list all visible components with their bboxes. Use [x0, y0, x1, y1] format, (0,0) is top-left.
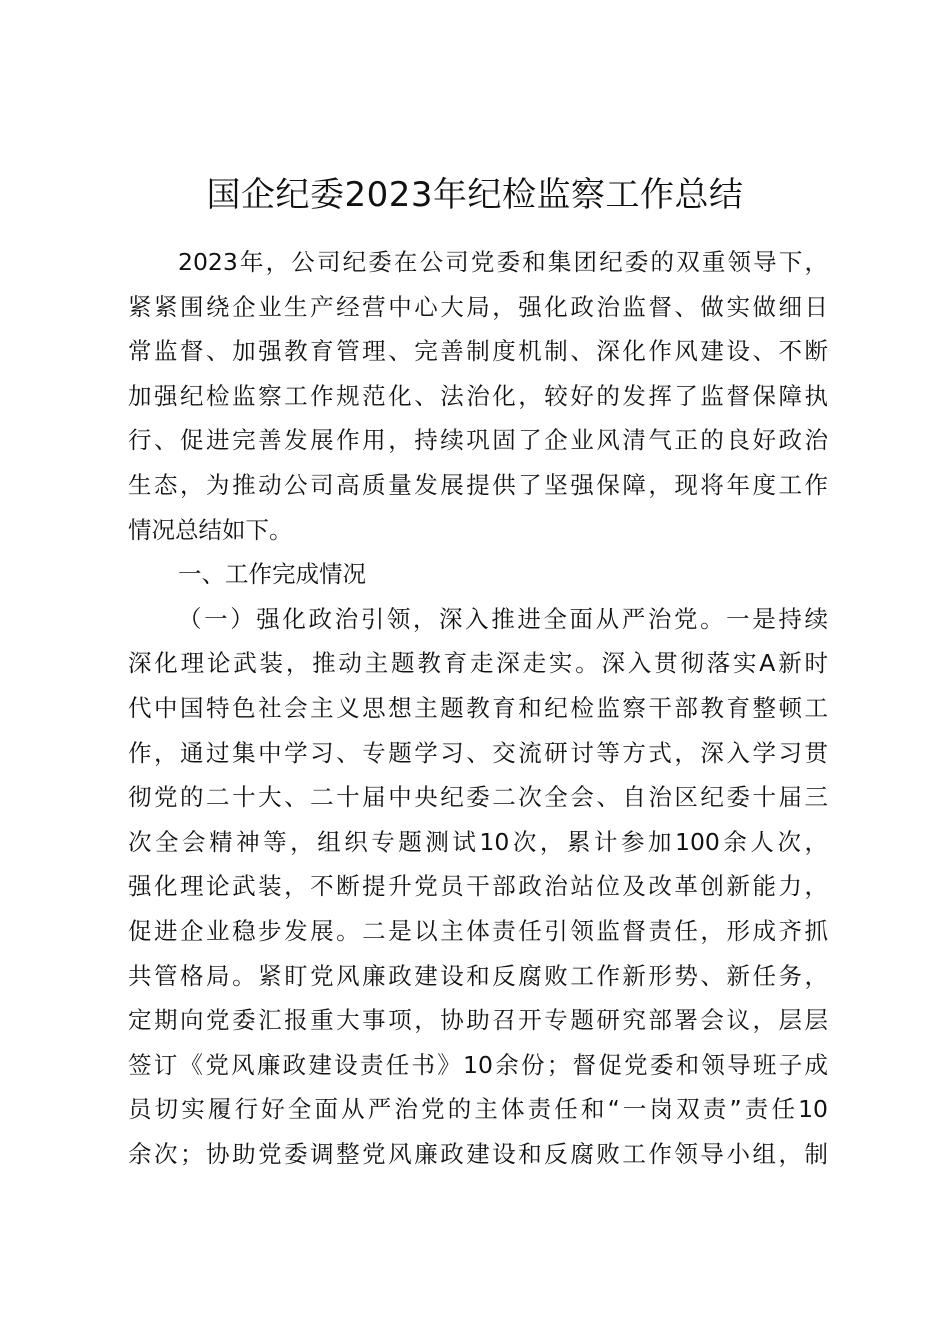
document-title: 国企纪委2023年纪检监察工作总结 [206, 175, 744, 215]
paragraph-3-line-10: 定期向党委汇报重大事项，协助召开专题研究部署会议，层层 [128, 1006, 828, 1035]
paragraph-1-line-3: 常监督、加强教育管理、完善制度机制、深化作风建设、不断 [128, 337, 828, 366]
paragraph-3-line-13: 余次；协助党委调整党风廉政建设和反腐败工作领导小组，制 [128, 1139, 828, 1168]
paragraph-3-line-5: 彻党的二十大、二十届中央纪委二次全会、自治区纪委十届三 [128, 783, 828, 812]
paragraph-3-line-12: 员切实履行好全面从严治党的主体责任和“一岗双责”责任10 [128, 1095, 828, 1124]
paragraph-1-line-2: 紧紧围绕企业生产经营中心大局，强化政治监督、做实做细日 [128, 292, 828, 321]
paragraph-3-line-11: 签订《党风廉政建设责任书》10余份；督促党委和领导班子成 [128, 1050, 828, 1079]
section-heading: 一、工作完成情况 [178, 560, 366, 589]
paragraph-3-line-3: 代中国特色社会主义思想主题教育和纪检监察干部教育整顿工 [128, 693, 828, 722]
document-body [128, 240, 828, 1176]
paragraph-3-line-1: （一）强化政治引领，深入推进全面从严治党。一是持续 [178, 604, 828, 633]
paragraph-1-line-6: 生态，为推动公司高质量发展提供了坚强保障，现将年度工作 [128, 470, 828, 499]
paragraph-1-line-1: 2023年，公司纪委在公司党委和集团纪委的双重领导下， [178, 248, 828, 276]
paragraph-3-line-4: 作，通过集中学习、专题学习、交流研讨等方式，深入学习贯 [128, 738, 828, 767]
paragraph-3-line-7: 强化理论武装，不断提升党员干部政治站位及改革创新能力， [128, 872, 828, 901]
paragraph-3-line-8: 促进企业稳步发展。二是以主体责任引领监督责任，形成齐抓 [128, 916, 828, 945]
paragraph-1-line-4: 加强纪检监察工作规范化、法治化，较好的发挥了监督保障执 [128, 381, 828, 410]
paragraph-1-line-5: 行、促进完善发展作用，持续巩固了企业风清气正的良好政治 [128, 426, 828, 455]
paragraph-3-line-6: 次全会精神等，组织专题测试10次，累计参加100余人次， [128, 827, 828, 856]
paragraph-1-line-7: 情况总结如下。 [128, 515, 293, 544]
paragraph-3-line-2: 深化理论武装，推动主题教育走深走实。深入贯彻落实A新时 [128, 649, 828, 678]
paragraph-3-line-9: 共管格局。紧盯党风廉政建设和反腐败工作新形势、新任务， [128, 961, 828, 990]
